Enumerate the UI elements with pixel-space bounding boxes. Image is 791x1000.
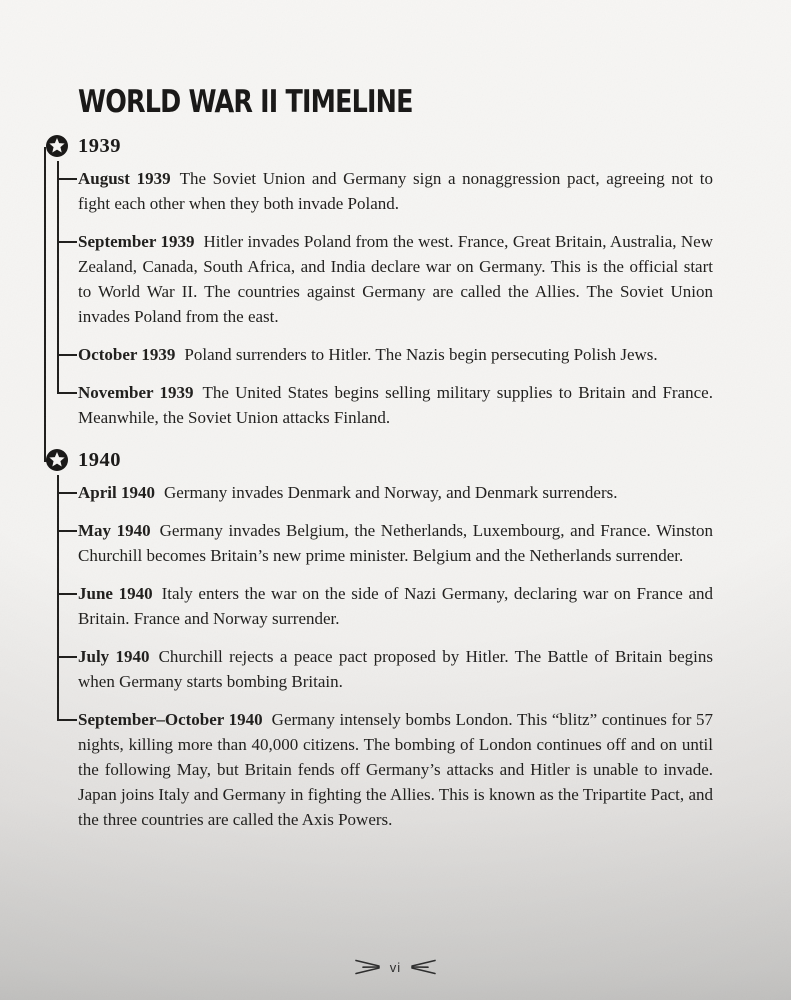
timeline-tick: [57, 656, 77, 658]
entry-paragraph: [78, 707, 713, 832]
entry-paragraph: [78, 342, 713, 367]
timeline-entry: [57, 568, 713, 631]
timeline-entry: [57, 367, 713, 430]
timeline-spine: [44, 147, 46, 461]
timeline-tick: [57, 392, 77, 394]
timeline-tick: [57, 719, 77, 721]
timeline-entry: [57, 216, 713, 329]
entry-paragraph: [78, 166, 713, 216]
timeline-tick: [57, 354, 77, 356]
star-circle-icon: [45, 134, 69, 158]
entry-date: August 1939: [78, 169, 171, 188]
timeline-entry: [57, 161, 713, 216]
entry-paragraph: [78, 581, 713, 631]
timeline-entry: [57, 694, 713, 832]
timeline-tick: [57, 492, 77, 494]
entry-date: May 1940: [78, 521, 151, 540]
year-label: 1939: [78, 134, 121, 157]
entry-date: September–October 1940: [78, 710, 263, 729]
year-label: 1940: [78, 448, 121, 471]
year-header-1940: [78, 448, 713, 472]
page-footer: [0, 958, 791, 976]
entry-paragraph: [78, 518, 713, 568]
timeline-entry: [57, 631, 713, 694]
year-header-1939: [78, 134, 713, 158]
entry-text: Hitler invades Poland from the west. France, Great Britain, Australia, New Zealand, Canada, South Africa, and India declare war on Germany. This is the official start to World War II. The countries against Germany are called the Allies. The Soviet Union invades Poland from the east.: [78, 232, 713, 326]
entry-date: October 1939: [78, 345, 176, 364]
entry-text: Germany invades Belgium, the Netherlands, Luxembourg, and France. Winston Churchill becomes Britain’s new prime minister. Belgium and the Netherlands surrender.: [78, 521, 713, 565]
entry-text: Germany invades Denmark and Norway, and Denmark surrenders.: [163, 483, 618, 502]
entry-text: Germany intensely bombs London. This “blitz” continues for 57 nights, killing more than 40,000 citizens. The bombing of London continues off and on until the following May, but Britain fends off Germany’s attacks and Hitler is unable to invade. Japan joins Italy and Germany in fighting the Allies. This is known as the Tripartite Pact, and the three countries are called the Axis Powers.: [78, 710, 713, 829]
entry-text: The United States begins selling military supplies to Britain and France. Meanwhile, the Soviet Union attacks Finland.: [78, 383, 713, 427]
chevron-fan-left-icon: [410, 958, 436, 976]
timeline-entries-1939: [57, 161, 713, 430]
page-number: vi: [389, 959, 402, 975]
entry-date: September 1939: [78, 232, 195, 251]
timeline-year-group-1940: [78, 448, 713, 832]
entry-paragraph: [78, 229, 713, 329]
timeline-line-stub: [57, 367, 59, 394]
timeline-tick: [57, 530, 77, 532]
entry-paragraph: [78, 380, 713, 430]
timeline-entry: [57, 475, 713, 505]
chevron-fan-right-icon: [355, 958, 381, 976]
entry-paragraph: [78, 480, 713, 505]
entry-text: Poland surrenders to Hitler. The Nazis begin persecuting Polish Jews.: [184, 345, 658, 364]
timeline-tick: [57, 593, 77, 595]
timeline-line-stub: [57, 694, 59, 721]
timeline-tick: [57, 241, 77, 243]
timeline-entry: [57, 329, 713, 367]
entry-date: November 1939: [78, 383, 194, 402]
timeline-year-group-1939: [78, 134, 713, 430]
entry-paragraph: [78, 644, 713, 694]
timeline-entry: [57, 505, 713, 568]
entry-date: April 1940: [78, 483, 155, 502]
entry-text: Churchill rejects a peace pact proposed by Hitler. The Battle of Britain begins when Germany starts bombing Britain.: [78, 647, 713, 691]
timeline-entries-1940: [57, 475, 713, 832]
entry-text: The Soviet Union and Germany sign a nonaggression pact, agreeing not to fight each other when they both invade Poland.: [78, 169, 713, 213]
star-circle-icon: [45, 448, 69, 472]
entry-date: July 1940: [78, 647, 150, 666]
entry-date: June 1940: [78, 584, 153, 603]
entry-text: Italy enters the war on the side of Nazi Germany, declaring war on France and Britain. France and Norway surrender.: [78, 584, 713, 628]
timeline-tick: [57, 178, 77, 180]
page-title: WORLD WAR II TIMELINE: [78, 84, 413, 120]
